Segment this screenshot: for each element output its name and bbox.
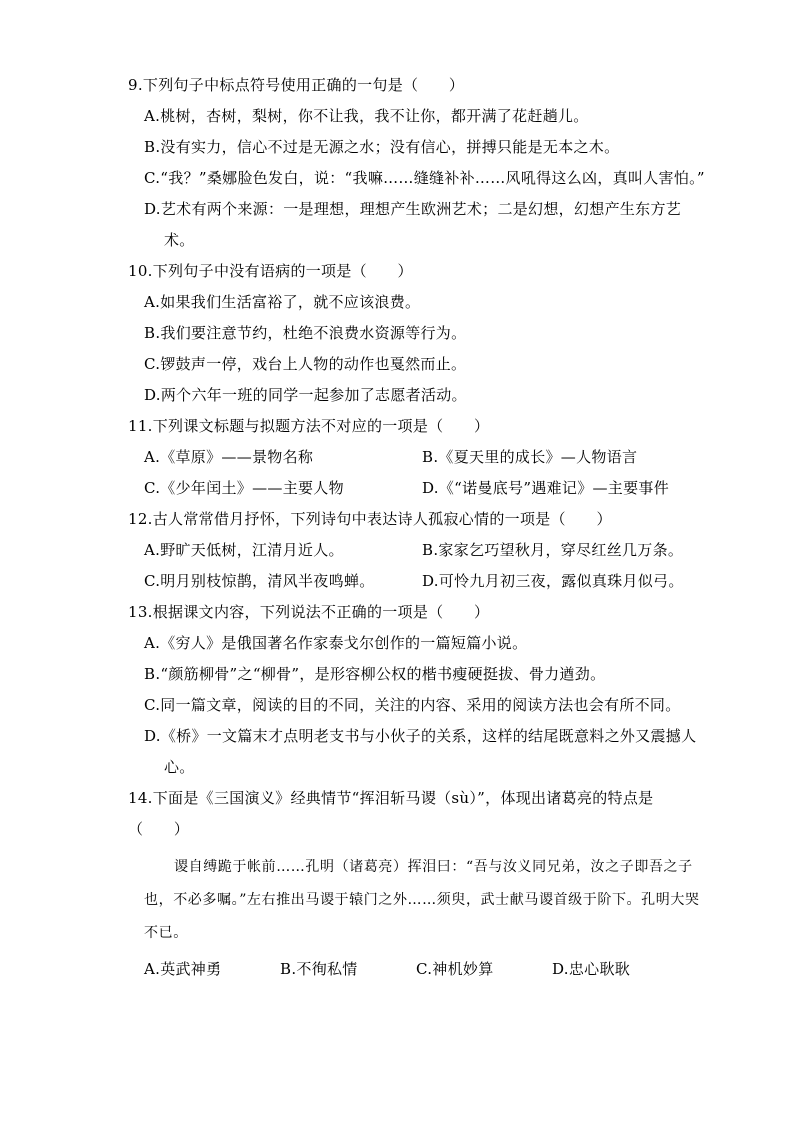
question-stem: 13.根据课文内容，下列说法不正确的一项是（ ） (128, 603, 490, 621)
question-13 (128, 597, 706, 783)
question-9 (128, 70, 706, 256)
question-14 (128, 783, 706, 985)
option-c: C.锣鼓声一停，戏台上人物的动作也戛然而止。 (144, 355, 467, 373)
option-a: A.桃树，杏树，梨树，你不让我，我不让你，都开满了花赶趟儿。 (144, 107, 589, 125)
option-d: D.忠心耿耿 (552, 960, 631, 978)
option-b: B.没有实力，信心不过是无源之水；没有信心，拼搏只能是无本之木。 (144, 138, 620, 156)
excerpt-passage: 谡自缚跪于帐前……孔明（诸葛亮）挥泪曰：“吾与汝义同兄弟，汝之子即吾之子也，不必多嘱。”左右推出马谡于辕门之外……须臾，武士献马谡首级于阶下。孔明大哭不已。 (144, 859, 700, 941)
option-d: D.《“诺曼底号”遇难记》—主要事件 (422, 479, 669, 497)
question-stem: 12.古人常常借月抒怀，下列诗句中表达诗人孤寂心情的一项是（ ） (128, 510, 612, 528)
option-row (128, 442, 706, 473)
question-stem: 14.下面是《三国演义》经典情节“挥泪斩马谡（sù）”，体现出诸葛亮的特点是（ ） (128, 789, 654, 838)
option-row (128, 954, 706, 985)
option-d: D.两个六年一班的同学一起参加了志愿者活动。 (144, 386, 467, 404)
option-b: B.“颜筋柳骨”之“柳骨”，是形容柳公权的楷书瘦硬挺拔、骨力遒劲。 (144, 665, 606, 683)
question-stem: 10.下列句子中没有语病的一项是（ ） (128, 262, 413, 280)
option-a: A.《穷人》是俄国著名作家泰戈尔创作的一篇短篇小说。 (144, 634, 528, 652)
option-a: A.《草原》——景物名称 (144, 448, 314, 466)
option-c: C.明月别枝惊鹊，清风半夜鸣蝉。 (144, 572, 375, 590)
option-a: A.英武神勇 (144, 960, 222, 978)
option-b: B.不徇私情 (280, 960, 358, 978)
option-d: D.可怜九月初三夜，露似真珠月似弓。 (422, 572, 684, 590)
option-c: C.《少年闰土》——主要人物 (144, 479, 344, 497)
option-b: B.我们要注意节约，杜绝不浪费水资源等行为。 (144, 324, 467, 342)
question-stem: 9.下列句子中标点符号使用正确的一句是（ ） (128, 76, 465, 94)
option-c: C.同一篇文章，阅读的目的不同，关注的内容、采用的阅读方法也会有所不同。 (144, 696, 681, 714)
option-row (128, 535, 706, 566)
question-11 (128, 411, 706, 504)
option-b: B.家家乞巧望秋月，穿尽红丝几万条。 (422, 541, 684, 559)
option-b: B.《夏天里的成长》—人物语言 (422, 448, 638, 466)
option-d: D.艺术有两个来源：一是理想，理想产生欧洲艺术；二是幻想，幻想产生东方艺术。 (144, 200, 682, 249)
question-12 (128, 504, 706, 597)
option-a: A.如果我们生活富裕了，就不应该浪费。 (144, 293, 421, 311)
option-a: A.野旷天低树，江清月近人。 (144, 541, 344, 559)
option-row (128, 566, 706, 597)
question-10 (128, 256, 706, 411)
option-c: C.神机妙算 (416, 960, 494, 978)
option-row (128, 473, 706, 504)
question-stem: 11.下列课文标题与拟题方法不对应的一项是（ ） (128, 417, 490, 435)
option-c: C.“我？”桑娜脸色发白，说：“我嘛……缝缝补补……风吼得这么凶，真叫人害怕。” (144, 169, 705, 187)
option-d: D.《桥》一文篇末才点明老支书与小伙子的关系，这样的结尾既意料之外又震撼人心。 (144, 727, 697, 776)
